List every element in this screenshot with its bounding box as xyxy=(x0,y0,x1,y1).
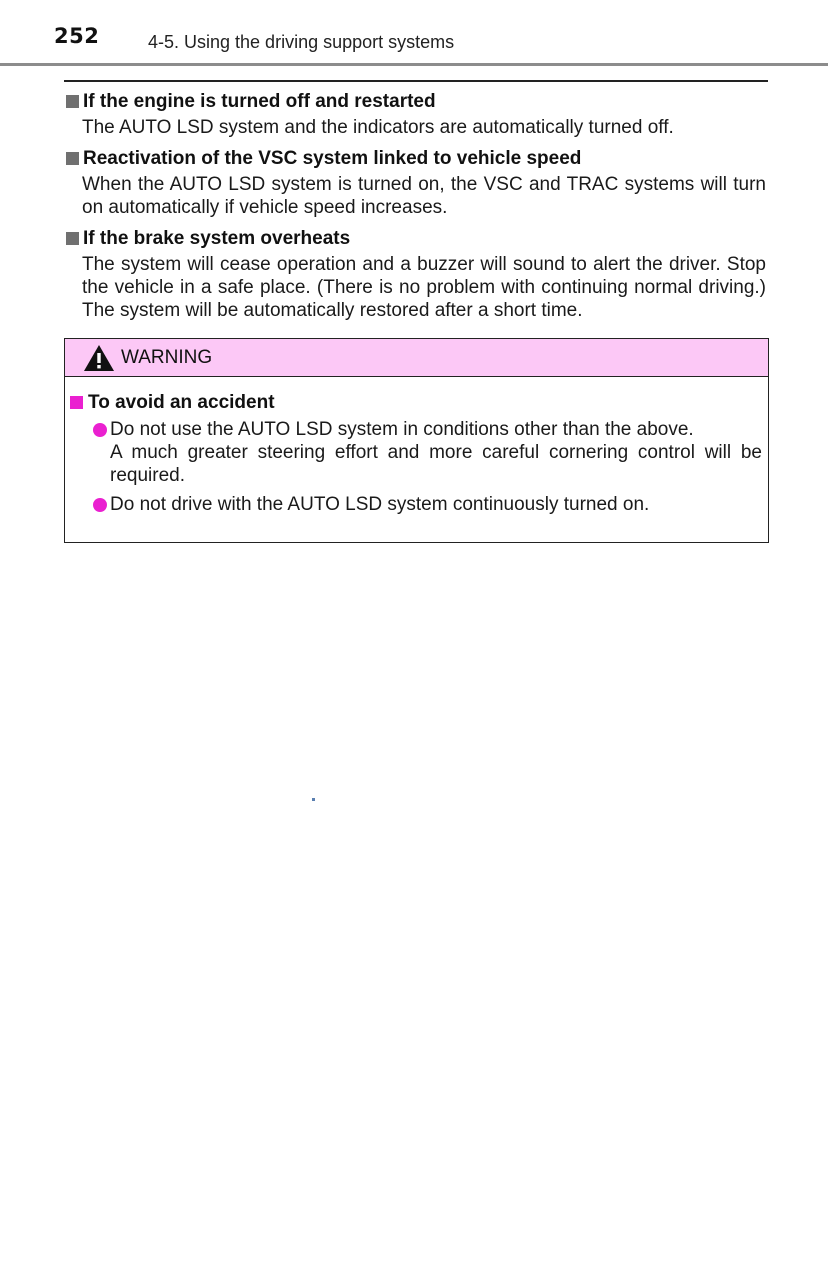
warning-triangle-icon xyxy=(83,344,115,372)
warning-body xyxy=(65,377,768,516)
square-bullet-icon xyxy=(66,95,79,108)
page-number: 252 xyxy=(54,24,100,48)
pink-circle-bullet-icon xyxy=(93,423,107,437)
stray-mark xyxy=(312,798,315,801)
section-heading xyxy=(66,227,766,250)
section-heading xyxy=(66,90,766,113)
section-heading-text: If the engine is turned off and restarted xyxy=(83,91,436,112)
warning-box xyxy=(64,338,769,543)
warning-item xyxy=(110,418,762,487)
warning-item-text: Do not use the AUTO LSD system in conditions other than the above. xyxy=(110,419,694,440)
warning-heading-text: To avoid an accident xyxy=(88,392,275,413)
section-vsc-reactivation xyxy=(66,147,766,219)
square-bullet-icon xyxy=(66,152,79,165)
warning-item-text: Do not drive with the AUTO LSD system continuously turned on. xyxy=(110,494,650,515)
pink-circle-bullet-icon xyxy=(93,498,107,512)
pink-square-bullet-icon xyxy=(70,396,83,409)
section-body: When the AUTO LSD system is turned on, the VSC and TRAC systems will turn on automatically if vehicle speed increases. xyxy=(82,174,766,218)
section-heading-text: If the brake system overheats xyxy=(83,228,351,249)
section-body: The AUTO LSD system and the indicators are automatically turned off. xyxy=(82,117,674,138)
section-brake-overheat xyxy=(66,227,766,322)
section-engine-restart xyxy=(66,90,766,139)
warning-item-subtext: A much greater steering effort and more careful cornering control will be required. xyxy=(110,442,762,486)
warning-item xyxy=(110,493,762,516)
warning-label: WARNING xyxy=(121,346,213,368)
chapter-title: 4-5. Using the driving support systems xyxy=(148,32,455,52)
section-heading xyxy=(66,147,766,170)
page-header xyxy=(0,0,828,66)
square-bullet-icon xyxy=(66,232,79,245)
warning-header xyxy=(65,339,768,377)
section-divider xyxy=(64,80,768,82)
section-heading-text: Reactivation of the VSC system linked to vehicle speed xyxy=(83,148,582,169)
warning-heading xyxy=(70,391,768,414)
section-body: The system will cease operation and a buzzer will sound to alert the driver. Stop the vehicle in a safe place. (There is no problem with continuing normal driving.) The system will be automatically restored after a short time. xyxy=(82,254,766,321)
